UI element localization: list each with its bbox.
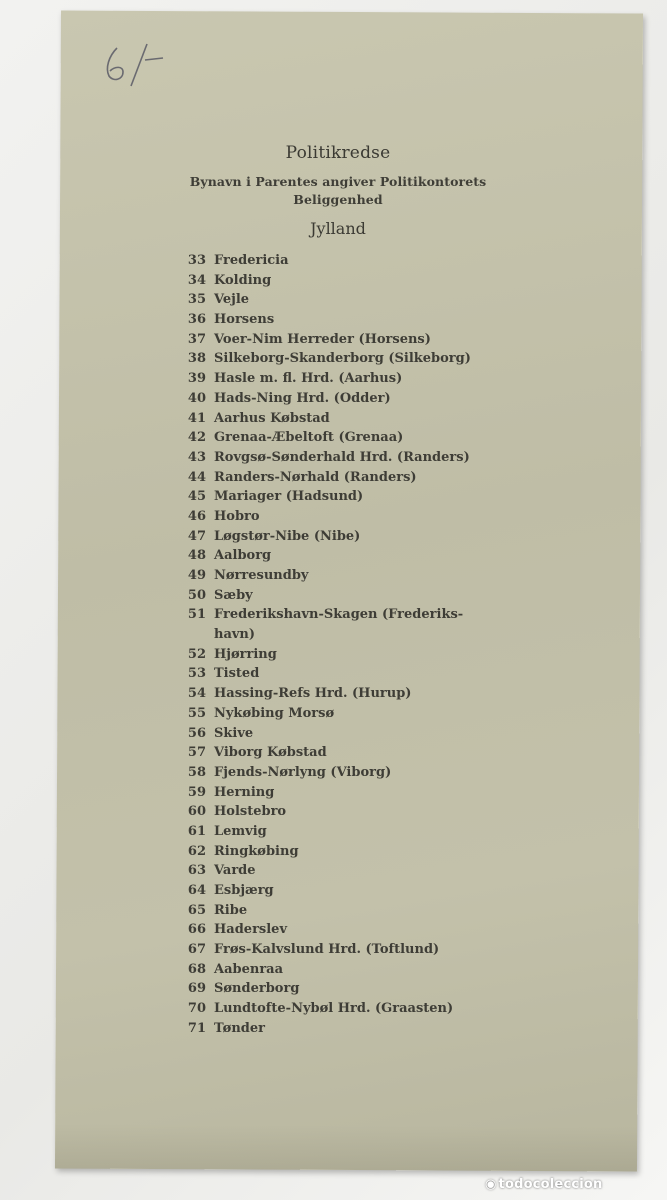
district-number: 41 <box>187 410 206 426</box>
district-name: Lemvig <box>214 823 267 839</box>
district-number: 50 <box>187 587 206 603</box>
list-item <box>168 704 488 724</box>
district-name: Lundtofte-Nybøl Hrd. (Graasten) <box>214 1001 454 1017</box>
list-item <box>168 448 488 468</box>
district-name: Grenaa-Æbeltoft (Grenaa) <box>214 430 404 446</box>
list-item <box>168 999 488 1019</box>
list-item <box>168 763 488 783</box>
district-name: Hobro <box>214 508 260 524</box>
district-number: 34 <box>187 272 206 288</box>
list-item <box>168 251 488 271</box>
region-heading: Jylland <box>310 219 366 238</box>
camera-icon: ◉ <box>485 1177 497 1192</box>
district-name: Horsens <box>214 312 275 328</box>
district-name: Sønderborg <box>214 981 300 997</box>
district-name: Fredericia <box>214 253 289 268</box>
district-number: 47 <box>187 528 206 544</box>
list-item <box>168 389 488 409</box>
district-number: 59 <box>187 784 206 800</box>
list-item <box>168 940 488 960</box>
district-number: 68 <box>187 961 206 977</box>
district-name: Holstebro <box>214 804 287 820</box>
list-item <box>168 881 488 901</box>
document-subtitle-line2: Beliggenhed <box>293 192 383 207</box>
list-item <box>168 566 488 586</box>
district-name: Aarhus Købstad <box>214 410 330 426</box>
list-item <box>168 586 488 606</box>
district-name: Nykøbing Morsø <box>214 705 335 721</box>
list-item <box>168 487 488 507</box>
list-item <box>168 960 488 980</box>
district-number: 33 <box>187 253 206 268</box>
district-name: Tisted <box>214 666 260 682</box>
list-item <box>168 290 488 310</box>
district-number: 52 <box>187 646 206 662</box>
district-number: 71 <box>187 1020 206 1036</box>
district-name: Voer-Nim Herreder (Horsens) <box>214 331 431 347</box>
watermark-text: todocoleccion <box>498 1177 603 1192</box>
district-name: Frøs-Kalvslund Hrd. (Toftlund) <box>214 942 440 958</box>
list-item <box>168 842 488 862</box>
watermark <box>485 1177 665 1197</box>
district-name: Randers-Nørhald (Randers) <box>214 469 417 485</box>
district-number: 39 <box>187 371 206 387</box>
district-number: 67 <box>187 942 206 958</box>
district-name: Aalborg <box>214 548 272 564</box>
district-number: 44 <box>187 469 206 485</box>
list-item <box>168 349 488 369</box>
district-number: 49 <box>187 568 206 583</box>
list-item <box>168 527 488 547</box>
list-item <box>168 743 488 763</box>
list-item <box>168 901 488 921</box>
police-district-list <box>168 251 488 1039</box>
district-number: 37 <box>187 331 206 347</box>
district-name: havn) <box>214 627 256 643</box>
list-item <box>168 979 488 999</box>
district-number: 65 <box>187 902 206 918</box>
district-number: 48 <box>187 548 206 564</box>
district-name: Aabenraa <box>214 961 284 977</box>
list-item <box>168 428 488 448</box>
district-number: 60 <box>187 804 206 820</box>
district-number: 54 <box>187 686 206 702</box>
district-name: Haderslev <box>214 922 287 938</box>
list-item <box>168 271 488 291</box>
district-number: 55 <box>187 705 206 721</box>
district-number: 70 <box>187 1001 206 1017</box>
document-subtitle-line1: Bynavn i Parentes angiver Politikontorets <box>189 174 487 189</box>
district-number: 51 <box>187 607 206 623</box>
district-number: 43 <box>187 449 206 465</box>
list-item <box>168 802 488 822</box>
district-name: Fjends-Nørlyng (Viborg) <box>214 764 392 780</box>
district-number: 69 <box>187 981 206 997</box>
district-number: 56 <box>187 725 206 741</box>
district-number: 40 <box>187 390 206 406</box>
list-item <box>168 310 488 330</box>
district-name: Tønder <box>214 1020 265 1036</box>
list-item <box>168 409 488 429</box>
district-name: Esbjærg <box>214 883 274 898</box>
district-name: Hassing-Refs Hrd. (Hurup) <box>214 686 412 702</box>
district-name: Rovgsø-Sønderhald Hrd. (Randers) <box>214 449 470 465</box>
list-item <box>168 724 488 744</box>
list-item <box>168 507 488 527</box>
district-name: Herning <box>214 784 275 800</box>
district-name: Mariager (Hadsund) <box>214 489 364 505</box>
district-number: 58 <box>187 764 206 780</box>
district-number: 66 <box>187 922 206 938</box>
list-item <box>168 861 488 881</box>
district-number: 35 <box>187 292 206 308</box>
district-number: 36 <box>187 312 206 328</box>
list-item <box>168 369 488 389</box>
district-number: 62 <box>187 843 206 859</box>
district-number: 45 <box>187 489 206 505</box>
district-number: 38 <box>187 351 206 367</box>
district-name: Sæby <box>214 587 253 603</box>
list-item <box>168 468 488 488</box>
list-item <box>168 330 488 350</box>
district-number: 53 <box>187 666 206 682</box>
handwritten-price <box>95 38 175 98</box>
district-number: 61 <box>187 823 206 839</box>
district-name: Skive <box>214 725 254 741</box>
district-name: Kolding <box>214 272 272 288</box>
district-number: 46 <box>187 508 206 524</box>
list-item <box>168 783 488 803</box>
district-name: Hjørring <box>214 646 277 662</box>
list-item <box>168 625 488 645</box>
district-name: Ringkøbing <box>214 843 299 859</box>
district-name: Vejle <box>214 292 250 308</box>
district-name: Ribe <box>214 902 248 918</box>
list-item <box>168 645 488 665</box>
list-item <box>168 1019 488 1039</box>
district-number: 64 <box>187 883 206 898</box>
district-number: 57 <box>187 745 206 761</box>
district-name: Hasle m. fl. Hrd. (Aarhus) <box>214 371 403 387</box>
list-item <box>168 920 488 940</box>
district-number: 63 <box>187 863 206 879</box>
list-item <box>168 822 488 842</box>
district-name: Frederikshavn-Skagen (Frederiks- <box>214 607 464 623</box>
district-name: Viborg Købstad <box>214 745 327 761</box>
document-title: Politikredse <box>285 143 391 163</box>
list-item <box>168 664 488 684</box>
district-name: Varde <box>214 863 256 879</box>
list-item <box>168 684 488 704</box>
district-name: Løgstør-Nibe (Nibe) <box>214 528 361 544</box>
district-number: 42 <box>187 430 206 446</box>
district-name: Hads-Ning Hrd. (Odder) <box>214 390 391 406</box>
district-name: Nørresundby <box>214 568 309 583</box>
list-item <box>168 605 488 625</box>
list-item <box>168 546 488 566</box>
district-name: Silkeborg-Skanderborg (Silkeborg) <box>214 351 471 367</box>
